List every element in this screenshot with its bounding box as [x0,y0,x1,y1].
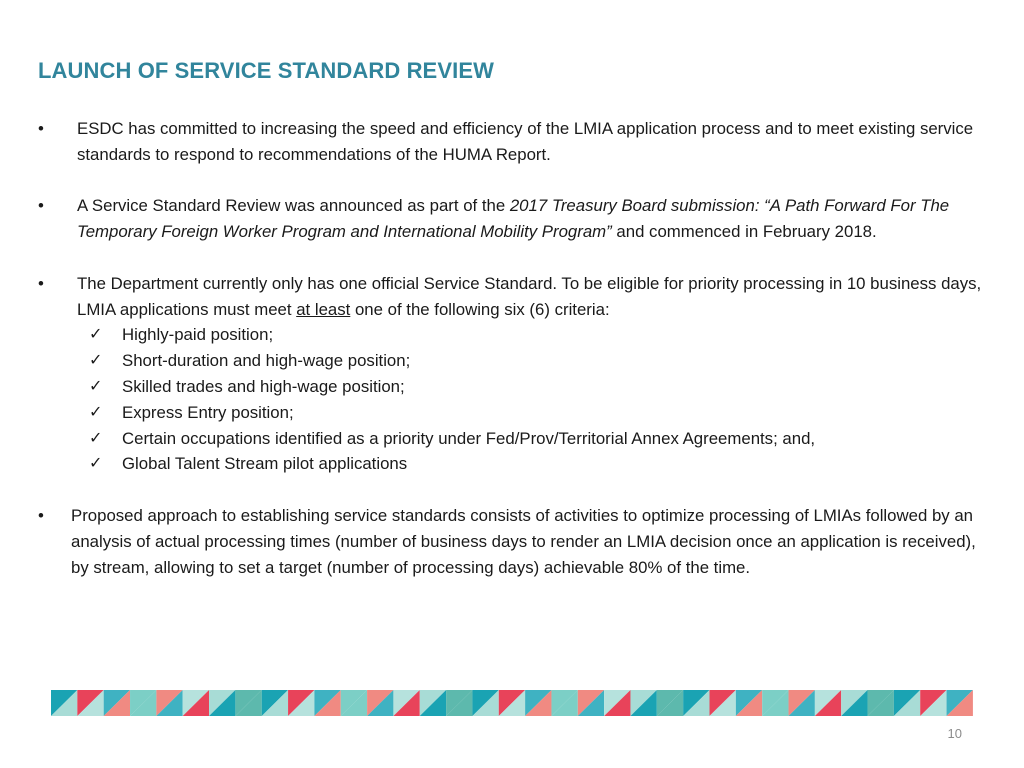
criteria-label: Skilled trades and high-wage position; [122,376,405,396]
bullet-dot: • [38,505,44,525]
submission-title: 2017 Treasury Board submission: “A Path Forward For The Temporary Foreign Worker Program and International Mobility Program” [77,196,950,242]
bullet-text-part: The Department currently only has one official Service Standard. To be eligible for priority processing in 10 business days, LMIA applications must meet [77,273,982,319]
checkmark-icon: ✓ [89,352,103,370]
bullet-text: ESDC has committed to increasing the speed and efficiency of the LMIA application process and to meet existing service standards to respond to recommendations of the HUMA Report. [77,119,974,164]
bullet-text [77,271,988,477]
checkmark-icon: ✓ [89,377,103,395]
criteria-label: Certain occupations identified as a priority under Fed/Prov/Territorial Annex Agreements; and, [122,428,816,448]
criteria-label: Highly-paid position; [122,325,274,345]
slide-content [38,116,988,606]
bullet-dot: • [38,196,44,216]
criteria-item [89,426,988,452]
at-least-emphasis: at least [296,299,351,319]
bullet-text-part: and commenced in February 2018. [611,222,877,242]
page-number: 10 [947,726,962,741]
criteria-label: Short-duration and high-wage position; [122,351,411,371]
decorative-triangle-band [51,690,973,716]
criteria-label: Express Entry position; [122,402,294,422]
criteria-item [89,374,988,400]
bullet-text-part: one of the following six (6) criteria: [350,299,610,319]
checkmark-icon: ✓ [89,403,103,421]
bullet-service-standard [38,271,988,477]
slide-title: LAUNCH OF SERVICE STANDARD REVIEW [38,58,494,83]
bullet-proposed-approach [38,503,988,580]
criteria-checklist [89,322,988,477]
bullet-dot: • [38,273,44,293]
checkmark-icon: ✓ [89,429,103,447]
bullet-dot: • [38,119,44,138]
criteria-item [89,400,988,426]
bullet-text-part: A Service Standard Review was announced as part of the [77,196,510,216]
checkmark-icon: ✓ [89,455,103,473]
bullet-review-announced [38,193,988,245]
criteria-item [89,322,988,348]
triangle-band-svg [51,690,973,716]
bullet-text: Proposed approach to establishing service standards consists of activities to optimize processing of LMIAs followed by an analysis of actual processing times (number of business days to render an LMIA decision once an application is received), by stream, allowing to set a target (number of processing days) achievable 80% of the time. [71,505,976,577]
criteria-item [89,451,988,477]
checkmark-icon: ✓ [89,326,103,344]
criteria-item [89,348,988,374]
bullet-esdc-commitment [38,116,988,168]
criteria-label: Global Talent Stream pilot applications [122,454,408,474]
bullet-text [77,193,988,245]
